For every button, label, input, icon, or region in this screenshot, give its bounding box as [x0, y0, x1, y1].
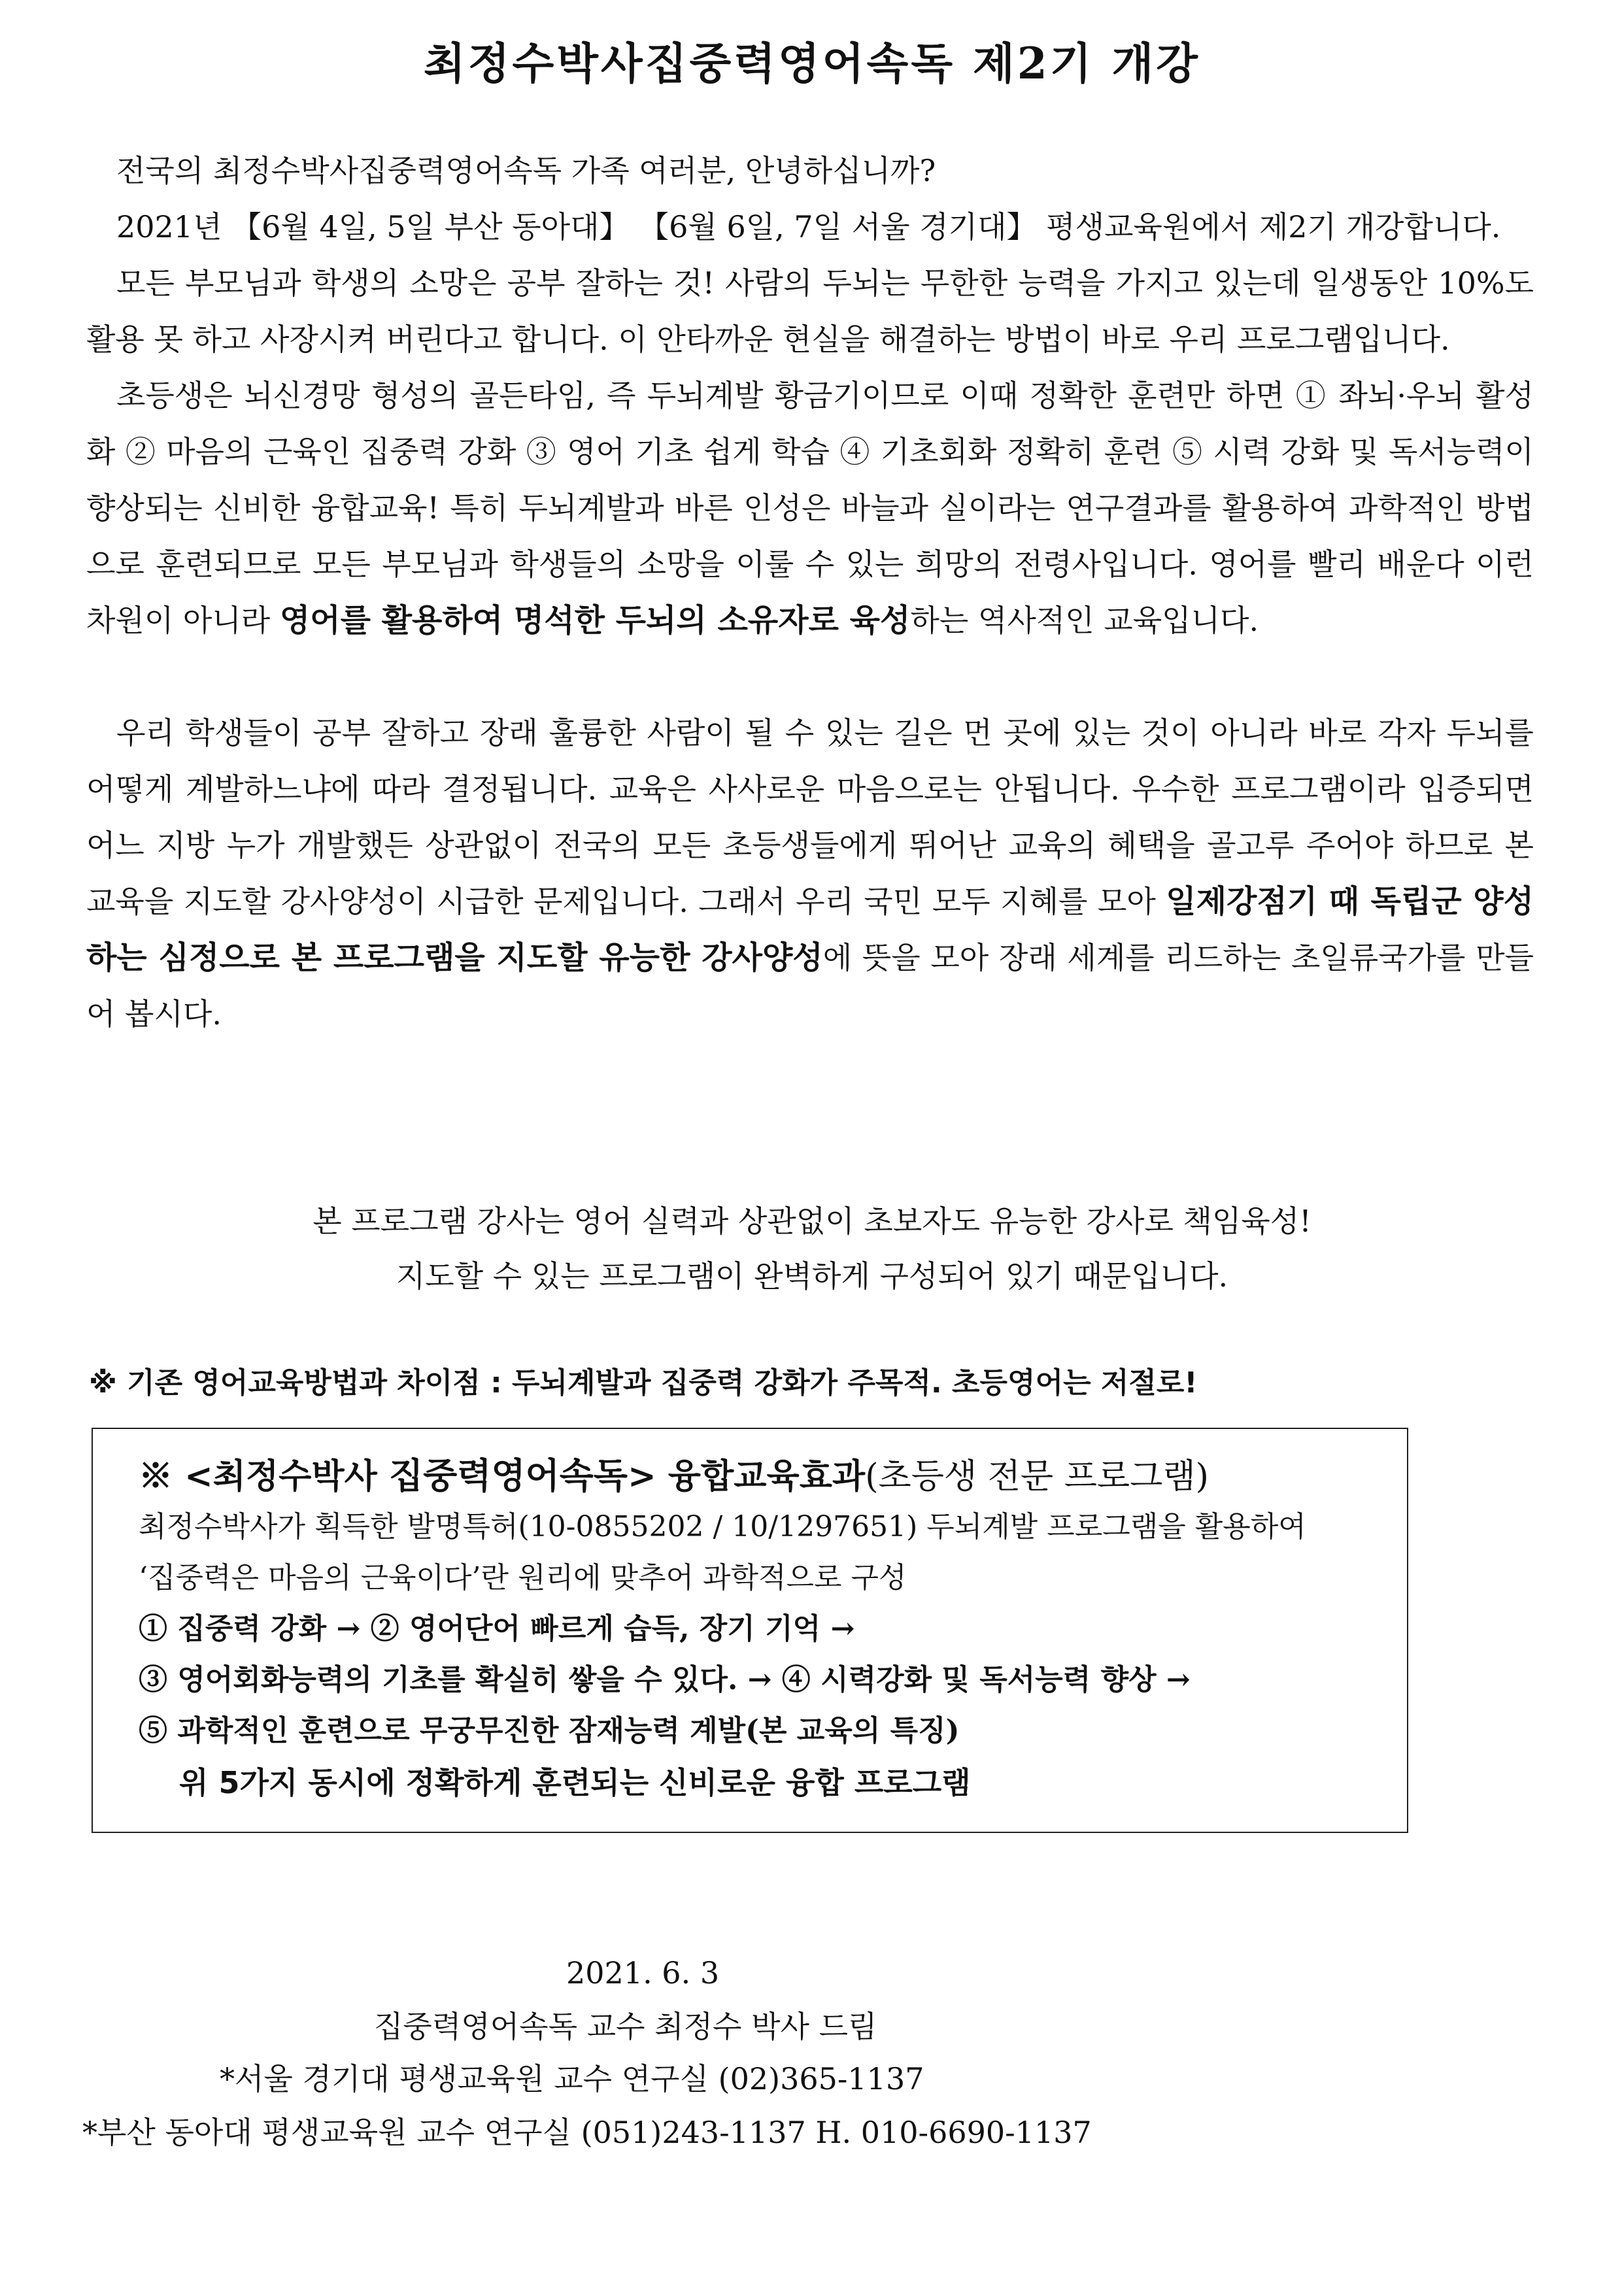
effects-box-title	[139, 1451, 1394, 1502]
center-line-2: 지도할 수 있는 프로그램이 완벽하게 구성되어 있기 때문입니다.	[396, 1258, 1228, 1294]
effects-box	[92, 1428, 1408, 1833]
body-text	[86, 143, 1534, 1042]
footer-busan-contact: *부산 동아대 평생교육원 교수 연구실 (051)243-1137 H. 010-6690-1137	[82, 2115, 1092, 2150]
footer-signature: 집중력영어속독 교수 최정수 박사 드림	[374, 2009, 877, 2044]
paragraph-instructor	[86, 705, 1534, 1042]
paragraph-golden-time-end: 하는 역사적인 교육입니다.	[910, 603, 1259, 638]
paragraph-golden-time-bold: 영어를 활용하여 명석한 두뇌의 소유자로 육성	[279, 602, 911, 639]
box-line-patent: 최정수박사가 획득한 발명특허(10-0855202 / 10/1297651) 두뇌계발 프로그램을 활용하여	[139, 1510, 1306, 1543]
box-title-prefix: ※ <최정수박사	[139, 1456, 389, 1496]
box-line-effect-3: ③ 영어회화능력의 기초를 확실히 쌓을 수 있다. → ④ 시력강화 및 독서능력 향상 →	[139, 1663, 1191, 1696]
effects-box-content	[139, 1451, 1394, 1809]
difference-note: ※ 기존 영어교육방법과 차이점 : 두뇌계발과 집중력 강화가 주목적. 초등영어는 저절로!	[89, 1366, 1198, 1400]
paragraph-gap	[86, 648, 1534, 705]
box-line-effect-1: ① 집중력 강화 → ② 영어단어 빠르게 습득, 장기 기억 →	[139, 1612, 855, 1645]
paragraph-greeting: 전국의 최정수박사집중력영어속독 가족 여러분, 안녕하십니까?	[116, 153, 936, 188]
box-title-program: 집중력영어속독	[388, 1455, 628, 1496]
paragraph-instructor-end: 에 뜻을 모아 장래 세계를 리드하는 초일류국가를 만들어 봅시다.	[86, 940, 1534, 1032]
paragraph-golden-time-text: 초등생은 뇌신경망 형성의 골든타임, 즉 두뇌계발 황금기이므로 이때 정확한 훈련만 하면 ① 좌뇌·우뇌 활성화 ② 마음의 근육인 집중력 강화 ③ 영어 기초 쉽게 학습 ④ 기초회화 정확히 훈련 ⑤ 시력 강화 및 독서능력이 향상되는 신비한 융합교육! 특히 두뇌계발과 바른 인성은 바늘과 실이라는 연구결과를 활용하여 과학적인 방법으로 훈련되므로 모든 부모님과 학생들의 소망을 이룰 수 있는 희망의 전령사입니다. 영어를 빨리 배운다 이런 차원이 아니라	[86, 378, 1534, 638]
center-statement	[0, 1194, 1624, 1304]
box-line-principle: ‘집중력은 마음의 근육이다’란 원리에 맞추어 과학적으로 구성	[139, 1561, 907, 1594]
box-line-effect-5: ⑤ 과학적인 훈련으로 무궁무진한 잠재능력 계발(본 교육의 특징)	[139, 1714, 960, 1747]
document-title: 최정수박사집중력영어속독 제2기 개강	[424, 38, 1200, 89]
paragraph-instructor-text: 우리 학생들이 공부 잘하고 장래 훌륭한 사람이 될 수 있는 길은 먼 곳에 있는 것이 아니라 바로 각자 두뇌를 어떻게 계발하느냐에 따라 결정됩니다. 교육은 사사로운 마음으로는 안됩니다. 우수한 프로그램이라 입증되면 어느 지방 누가 개발했든 상관없이 전국의 모든 초등생들에게 뛰어난 교육의 혜택을 골고루 주어야 하므로 본 교육을 지도할 강사양성이 시급한 문제입니다. 그래서 우리 국민 모두 지혜를 모아	[86, 715, 1534, 919]
footer-seoul-contact: *서울 경기대 평생교육원 교수 연구실 (02)365-1137	[220, 2061, 924, 2096]
box-line-summary: 위 5가지 동시에 정확하게 훈련되는 신비로운 융합 프로그램	[179, 1765, 971, 1800]
paragraph-schedule: 2021년 【6월 4일, 5일 부산 동아대】 【6월 6일, 7일 서울 경기대】 평생교육원에서 제2기 개강합니다.	[116, 209, 1501, 244]
paragraph-brain: 모든 부모님과 학생의 소망은 공부 잘하는 것! 사람의 두뇌는 무한한 능력을 가지고 있는데 일생동안 10%도 활용 못 하고 사장시켜 버린다고 합니다. 이 안타까운 현실을 해결하는 방법이 바로 우리 프로그램입니다.	[86, 265, 1534, 357]
paragraph-instructor-bold: 일제강점기 때 독립군 양성하는 심정으로 본 프로그램을 지도할 유능한 강사양성	[86, 883, 1534, 976]
paragraph-golden-time	[86, 367, 1534, 648]
box-title-mid: > 융합교육효과	[628, 1456, 866, 1496]
center-line-1: 본 프로그램 강사는 영어 실력과 상관없이 초보자도 유능한 강사로 책임육성!	[313, 1203, 1311, 1239]
box-title-suffix: (초등생 전문 프로그램)	[865, 1457, 1209, 1496]
footer-date: 2021. 6. 3	[566, 1955, 720, 1991]
